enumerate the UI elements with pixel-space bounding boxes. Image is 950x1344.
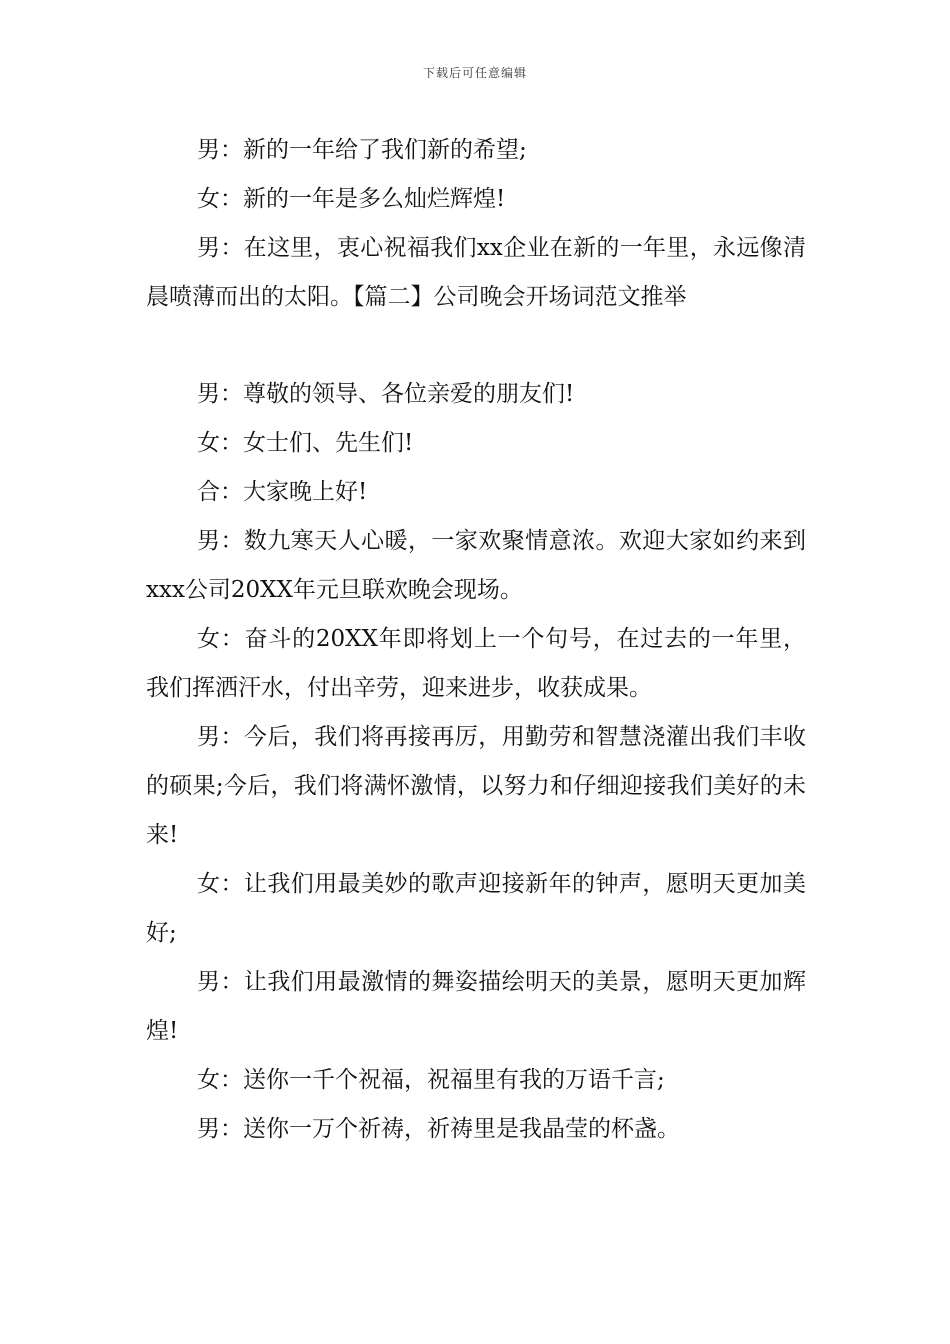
dialogue-line: 男：新的一年给了我们新的希望; [197,137,527,163]
dialogue-line: 女：奋斗的20XX年即将划上一个句号，在过去的一年里，我们挥洒汗水，付出辛劳，迎来进步，收获成果。 [146,626,806,701]
page-header: 下载后可任意编辑 [422,66,527,80]
document-body [146,126,806,1154]
dialogue-line: 男：尊敬的领导、各位亲爱的朋友们! [197,381,575,407]
dialogue-line: 女：新的一年是多么灿烂辉煌! [197,186,506,212]
dialogue-line: 女：女士们、先生们! [197,430,414,456]
dialogue-line: 男：今后，我们将再接再厉，用勤劳和智慧浇灌出我们丰收的硕果;今后，我们将满怀激情，以努力和仔细迎接我们美好的未来! [146,724,806,848]
dialogue-line: 女：让我们用最美妙的歌声迎接新年的钟声，愿明天更加美好; [146,871,806,946]
dialogue-line: 男：在这里，衷心祝福我们xx企业在新的一年里，永远像清晨喷薄而出的太阳。【篇二】公司晚会开场词范文推举 [146,235,806,310]
dialogue-line: 男：数九寒天人心暖，一家欢聚情意浓。欢迎大家如约来到xxx公司20XX年元旦联欢晚会现场。 [146,528,806,603]
dialogue-line: 男：送你一万个祈祷，祈祷里是我晶莹的杯盏。 [197,1116,680,1142]
dialogue-line: 女：送你一千个祝福，祝福里有我的万语千言; [197,1067,665,1093]
dialogue-line: 男：让我们用最激情的舞姿描绘明天的美景，愿明天更加辉煌! [146,969,806,1044]
dialogue-line: 合：大家晚上好! [197,479,368,505]
section-gap [146,322,806,370]
